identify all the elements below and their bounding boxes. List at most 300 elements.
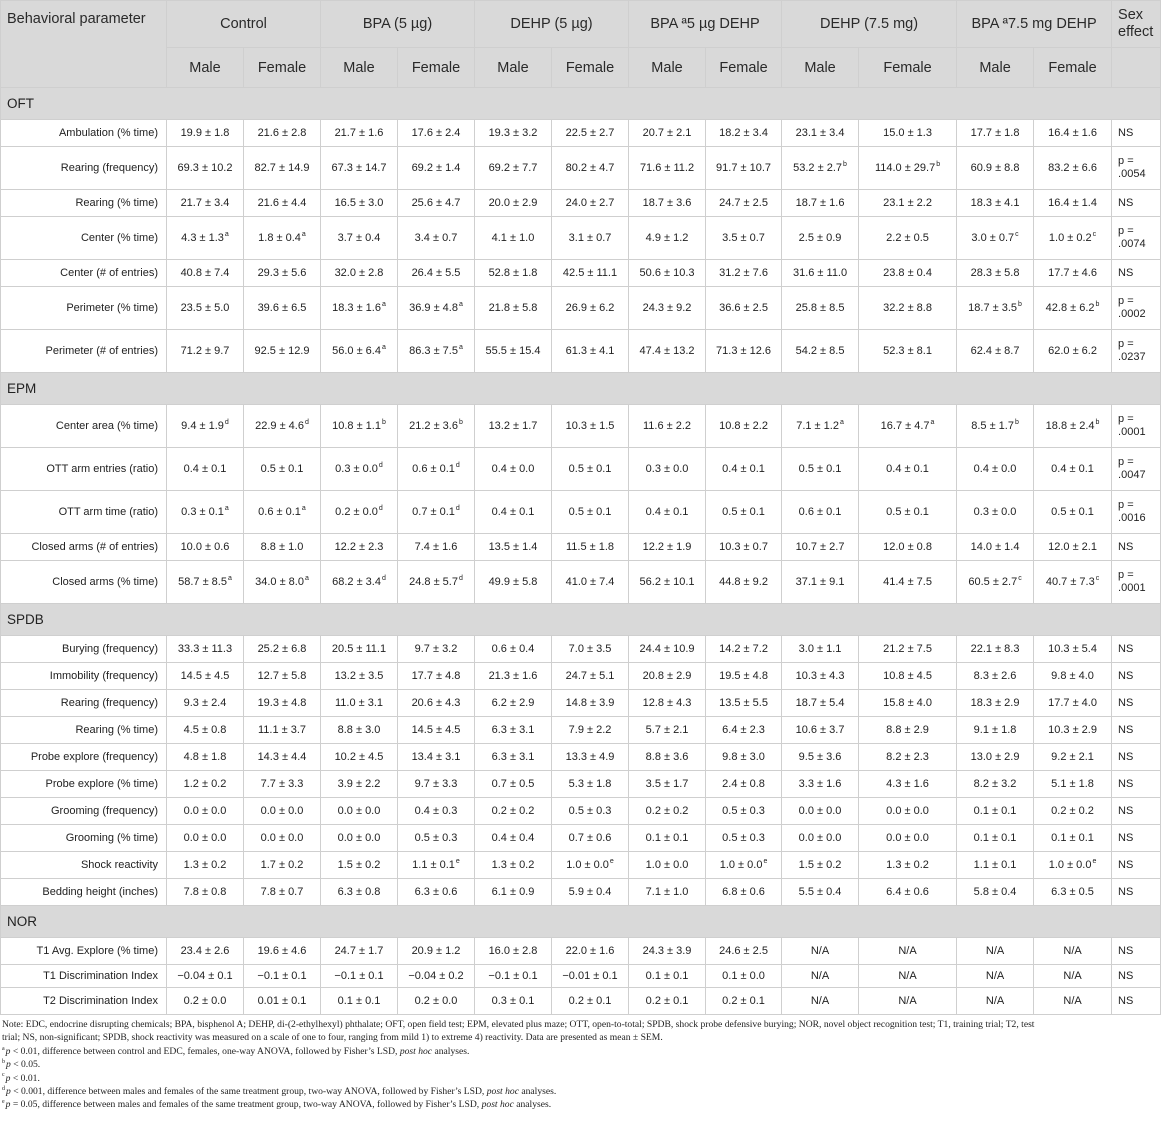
table-cell [321,120,398,147]
table-row [1,405,1161,448]
cell-value: 21.3 ± 1.6 [488,670,538,682]
table-cell [244,120,321,147]
table-row [1,771,1161,798]
table-cell [629,561,706,604]
table-cell [859,717,957,744]
section-header: NOR [1,906,1161,938]
table-cell [782,879,859,906]
table-cell [1034,663,1112,690]
cell-value: 7.1 ± 1.2 [796,420,839,432]
table-cell [552,771,629,798]
table-cell [321,690,398,717]
section-header: SPDB [1,604,1161,636]
table-cell [957,147,1034,190]
table-cell [321,879,398,906]
table-cell [706,491,782,534]
cell-value: 17.6 ± 2.4 [411,127,461,139]
table-cell [706,330,782,373]
significance-mark: c [1095,575,1100,583]
cell-value: 42.8 ± 6.2 [1045,302,1095,314]
table-cell [244,717,321,744]
table-cell [552,287,629,330]
sex-effect-value: NS [1118,885,1134,898]
table-cell [957,534,1034,561]
header-female: Female [859,48,957,88]
table-cell [167,798,244,825]
table-cell [244,636,321,663]
table-cell [398,330,475,373]
header-female: Female [552,48,629,88]
cell-value: 23.5 ± 5.0 [180,302,230,314]
table-cell [629,938,706,965]
sex-effect-cell [1112,825,1161,852]
cell-value: 0.6 ± 0.1 [412,463,455,475]
cell-value: 41.0 ± 7.4 [565,576,615,588]
cell-value: N/A [898,995,917,1007]
significance-mark: b [1018,301,1022,309]
table-cell [244,405,321,448]
table-cell [1034,448,1112,491]
cell-value: 13.0 ± 2.9 [970,751,1020,763]
significance-mark: b [458,419,463,427]
cell-value: 20.7 ± 2.1 [642,127,692,139]
cell-value: 13.5 ± 5.5 [719,697,768,709]
row-label: Rearing (% time) [1,190,167,217]
cell-value: 19.5 ± 4.8 [719,670,768,682]
header-male: Male [167,48,244,88]
table-cell [167,217,244,260]
cell-value: 0.7 ± 0.1 [412,506,455,518]
table-cell [475,690,552,717]
table-cell [859,690,957,717]
significance-mark: a [227,575,232,583]
table-cell [398,690,475,717]
cell-value: 0.3 ± 0.0 [645,463,689,475]
table-cell [957,988,1034,1015]
cell-value: 0.01 ± 0.1 [257,995,307,1007]
table-cell [475,260,552,287]
table-cell [167,636,244,663]
sex-effect-cell [1112,717,1161,744]
cell-value: 58.7 ± 8.5 [178,576,227,588]
cell-value: 10.7 ± 2.7 [795,541,845,553]
cell-value: 33.3 ± 11.3 [177,643,233,655]
row-label: Rearing (frequency) [1,690,167,717]
cell-value: 4.1 ± 1.0 [491,232,535,244]
sex-effect-value: NS [1118,804,1134,817]
table-cell [1034,717,1112,744]
table-cell [552,663,629,690]
table-cell [244,534,321,561]
table-cell [244,852,321,879]
table-cell [782,147,859,190]
cell-value: 24.7 ± 1.7 [334,945,384,957]
table-header [1,1,1161,88]
significance-mark: a [458,301,463,309]
header-group-dehp5: DEHP (5 µg) [475,1,629,48]
table-cell [706,217,782,260]
table-cell [475,405,552,448]
table-cell [859,405,957,448]
cell-value: 0.5 ± 0.1 [798,463,842,475]
table-cell [629,636,706,663]
row-label: Bedding height (inches) [1,879,167,906]
cell-value: 3.0 ± 0.7 [971,232,1015,244]
table-cell [167,147,244,190]
cell-value: 19.9 ± 1.8 [180,127,230,139]
table-cell [782,938,859,965]
table-cell [167,825,244,852]
table-cell [321,798,398,825]
table-cell [706,825,782,852]
table-cell [1034,260,1112,287]
cell-value: 1.2 ± 0.2 [183,778,227,790]
table-cell [629,663,706,690]
cell-value: 0.5 ± 0.1 [568,506,612,518]
table-cell [475,330,552,373]
table-cell [552,330,629,373]
sex-effect-value: NS [1118,540,1134,553]
sex-effect-cell [1112,147,1161,190]
table-cell [552,405,629,448]
cell-value: 0.5 ± 0.1 [1051,506,1094,518]
cell-value: 0.0 ± 0.0 [183,832,227,844]
cell-value: 1.8 ± 0.4 [258,232,301,244]
cell-value: 1.0 ± 0.2 [1048,232,1092,244]
footnote-end: analyses. [518,1086,557,1098]
cell-value: 23.8 ± 0.4 [883,267,932,279]
cell-value: 44.8 ± 9.2 [719,576,768,588]
cell-value: 3.5 ± 1.7 [645,778,689,790]
cell-value: 24.6 ± 2.5 [719,945,768,957]
cell-value: 0.0 ± 0.0 [260,832,304,844]
table-cell [1034,147,1112,190]
significance-mark: c [1092,231,1097,239]
table-cell [167,534,244,561]
table-cell [552,636,629,663]
table-cell [244,988,321,1015]
cell-value: 8.5 ± 1.7 [971,420,1014,432]
sex-effect-value: p = [1118,338,1134,350]
table-cell [552,260,629,287]
table-cell [629,852,706,879]
cell-value: 17.7 ± 4.8 [411,670,461,682]
significance-mark: b [1095,301,1100,309]
cell-value: 4.5 ± 0.8 [183,724,227,736]
cell-value: −0.1 ± 0.1 [257,970,307,982]
cell-value: 0.5 ± 0.3 [414,832,458,844]
table-cell [957,190,1034,217]
table-cell [475,147,552,190]
cell-value: 10.0 ± 0.6 [180,541,230,553]
table-cell [957,287,1034,330]
cell-value: 0.0 ± 0.0 [260,805,304,817]
cell-value: 91.7 ± 10.7 [716,162,771,174]
cell-value: N/A [985,970,1005,982]
table-cell [629,534,706,561]
table-cell [321,965,398,988]
table-cell [1034,534,1112,561]
row-label: Center (# of entries) [1,260,167,287]
cell-value: 0.2 ± 0.0 [183,995,227,1007]
table-cell [957,448,1034,491]
table-cell [629,287,706,330]
significance-mark: a [301,231,306,239]
cell-value: 0.6 ± 0.1 [258,506,301,518]
table-cell [321,190,398,217]
table-cell [475,491,552,534]
cell-value: 3.5 ± 0.7 [722,232,765,244]
cell-value: 71.3 ± 12.6 [716,345,771,357]
table-cell [1034,744,1112,771]
table-cell [552,744,629,771]
cell-value: −0.1 ± 0.1 [488,970,538,982]
cell-value: 0.2 ± 0.1 [645,995,689,1007]
table-cell [552,690,629,717]
cell-value: 7.8 ± 0.7 [260,886,304,898]
table-cell [1034,405,1112,448]
cell-value: 7.7 ± 3.3 [260,778,304,790]
footnote-text: < 0.01. [10,1072,40,1084]
table-cell [706,260,782,287]
table-cell [398,988,475,1015]
table-cell [782,330,859,373]
table-cell [782,717,859,744]
table-cell [552,988,629,1015]
table-cell [167,988,244,1015]
cell-value: 0.0 ± 0.0 [886,805,929,817]
sex-effect-value: .0074 [1118,238,1146,250]
cell-value: 83.2 ± 6.6 [1048,162,1097,174]
table-cell [629,965,706,988]
header-male: Male [475,48,552,88]
table-row [1,798,1161,825]
cell-value: 41.4 ± 7.5 [883,576,932,588]
cell-value: 8.2 ± 2.3 [886,751,929,763]
table-row [1,217,1161,260]
header-group-bpa5-dehp: BPA ª5 µg DEHP [629,1,782,48]
table-cell [859,879,957,906]
sex-effect-cell [1112,744,1161,771]
footnote-pre: p [6,1086,11,1098]
table-cell [321,938,398,965]
table-cell [629,744,706,771]
table-cell [1034,965,1112,988]
cell-value: 23.1 ± 2.2 [883,197,932,209]
table-cell [552,852,629,879]
cell-value: 53.2 ± 2.7 [793,162,842,174]
cell-value: 5.9 ± 0.4 [568,886,612,898]
table-cell [957,744,1034,771]
significance-mark: b [381,419,386,427]
cell-value: 6.3 ± 0.8 [337,886,381,898]
cell-value: 0.1 ± 0.1 [973,805,1017,817]
cell-value: 11.1 ± 3.7 [257,724,307,736]
sex-effect-value: p = [1118,569,1134,581]
table-cell [782,217,859,260]
table-cell [244,448,321,491]
sex-effect-value: p = [1118,499,1134,511]
cell-value: 3.7 ± 0.4 [337,232,381,244]
table-cell [782,534,859,561]
cell-value: 8.3 ± 2.6 [973,670,1017,682]
cell-value: 21.2 ± 7.5 [883,643,932,655]
row-label: Burying (frequency) [1,636,167,663]
table-cell [706,988,782,1015]
cell-value: 71.6 ± 11.2 [639,162,695,174]
table-row [1,190,1161,217]
cell-value: 24.7 ± 5.1 [565,670,615,682]
significance-mark: b [936,161,941,169]
cell-value: 22.5 ± 2.7 [565,127,615,139]
cell-value: N/A [1063,970,1082,982]
table-row [1,938,1161,965]
cell-value: −0.04 ± 0.1 [177,970,233,982]
cell-value: 8.8 ± 1.0 [260,541,304,553]
cell-value: 1.1 ± 0.1 [973,859,1017,871]
cell-value: 80.2 ± 4.7 [565,162,615,174]
cell-value: 9.3 ± 2.4 [183,697,227,709]
significance-mark: d [458,575,463,583]
cell-value: 12.2 ± 1.9 [642,541,692,553]
cell-value: 13.3 ± 4.9 [565,751,615,763]
cell-value: 0.4 ± 0.1 [1051,463,1094,475]
sex-effect-value: p = [1118,413,1134,425]
cell-value: 0.2 ± 0.0 [335,506,378,518]
sex-effect-cell [1112,330,1161,373]
cell-value: 0.4 ± 0.1 [645,506,689,518]
cell-value: 7.0 ± 3.5 [568,643,612,655]
table-row [1,491,1161,534]
table-cell [859,561,957,604]
table-row [1,147,1161,190]
cell-value: 0.5 ± 0.3 [568,805,612,817]
table-cell [398,798,475,825]
cell-value: 5.1 ± 1.8 [1051,778,1094,790]
cell-value: 21.8 ± 5.8 [488,302,538,314]
table-cell [167,491,244,534]
sex-effect-value: NS [1118,858,1134,871]
table-cell [859,965,957,988]
table-cell [167,448,244,491]
table-cell [706,636,782,663]
table-cell [398,965,475,988]
sex-effect-value: NS [1118,696,1134,709]
table-cell [244,147,321,190]
table-row [1,561,1161,604]
cell-value: 1.3 ± 0.2 [886,859,929,871]
header-sex-blank [1112,48,1161,88]
table-cell [475,217,552,260]
cell-value: −0.04 ± 0.2 [408,970,464,982]
cell-value: 23.1 ± 3.4 [795,127,845,139]
cell-value: 9.1 ± 1.8 [973,724,1017,736]
cell-value: 62.0 ± 6.2 [1048,345,1097,357]
sex-effect-value: NS [1118,196,1134,209]
cell-value: 32.2 ± 8.8 [883,302,932,314]
sex-effect-value: .0002 [1118,308,1146,320]
cell-value: 60.9 ± 8.8 [970,162,1020,174]
cell-value: 20.5 ± 11.1 [331,643,387,655]
table-cell [321,717,398,744]
cell-value: 42.5 ± 11.1 [562,267,618,279]
table-cell [244,771,321,798]
sex-effect-value: .0047 [1118,469,1146,481]
cell-value: N/A [810,945,830,957]
cell-value: 18.7 ± 1.6 [795,197,845,209]
cell-value: 6.2 ± 2.9 [491,697,535,709]
header-male: Male [957,48,1034,88]
table-cell [244,491,321,534]
table-notes [0,1015,1145,1112]
cell-value: 60.5 ± 2.7 [968,576,1018,588]
cell-value: 52.8 ± 1.8 [488,267,538,279]
cell-value: 6.4 ± 2.3 [722,724,765,736]
sex-effect-value: NS [1118,266,1134,279]
cell-value: 0.3 ± 0.1 [491,995,535,1007]
cell-value: 0.4 ± 0.1 [722,463,765,475]
table-cell [244,965,321,988]
table-cell [1034,330,1112,373]
row-label: Perimeter (% time) [1,287,167,330]
header-female: Female [244,48,321,88]
cell-value: 26.9 ± 6.2 [565,302,615,314]
table-cell [321,852,398,879]
cell-value: 18.7 ± 3.6 [642,197,692,209]
table-cell [244,287,321,330]
table-cell [321,988,398,1015]
cell-value: 0.2 ± 0.1 [722,995,765,1007]
cell-value: 3.3 ± 1.6 [798,778,842,790]
footnote-text: < 0.001, difference between males and females of the same treatment group, two-way ANOVA, followed by Fisher’s LSD, [10,1086,487,1098]
cell-value: −0.01 ± 0.1 [562,970,618,982]
table-cell [167,938,244,965]
table-cell [398,217,475,260]
row-label: Shock reactivity [1,852,167,879]
sex-effect-value: .0001 [1118,582,1146,594]
footnote-pre: p [5,1045,11,1057]
table-cell [706,448,782,491]
table-cell [957,636,1034,663]
table-cell [398,744,475,771]
sex-effect-cell [1112,491,1161,534]
row-label: T1 Discrimination Index [1,965,167,988]
cell-value: 0.2 ± 0.0 [414,995,458,1007]
significance-mark: b [843,161,847,169]
cell-value: 0.0 ± 0.0 [337,832,381,844]
sex-effect-value: NS [1118,994,1134,1007]
cell-value: −0.1 ± 0.1 [334,970,384,982]
cell-value: 0.7 ± 0.6 [568,832,612,844]
table-cell [398,663,475,690]
table-cell [321,448,398,491]
table-cell [552,491,629,534]
cell-value: 18.3 ± 4.1 [970,197,1020,209]
cell-value: 14.0 ± 1.4 [970,541,1020,553]
sex-effect-cell [1112,965,1161,988]
cell-value: 16.7 ± 4.7 [880,420,930,432]
cell-value: 0.0 ± 0.0 [798,832,842,844]
table-row [1,330,1161,373]
table-cell [957,852,1034,879]
cell-value: 40.8 ± 7.4 [180,267,230,279]
table-cell [706,663,782,690]
row-label: Rearing (% time) [1,717,167,744]
table-cell [629,330,706,373]
table-cell [629,190,706,217]
table-cell [321,491,398,534]
cell-value: 14.3 ± 4.4 [257,751,307,763]
